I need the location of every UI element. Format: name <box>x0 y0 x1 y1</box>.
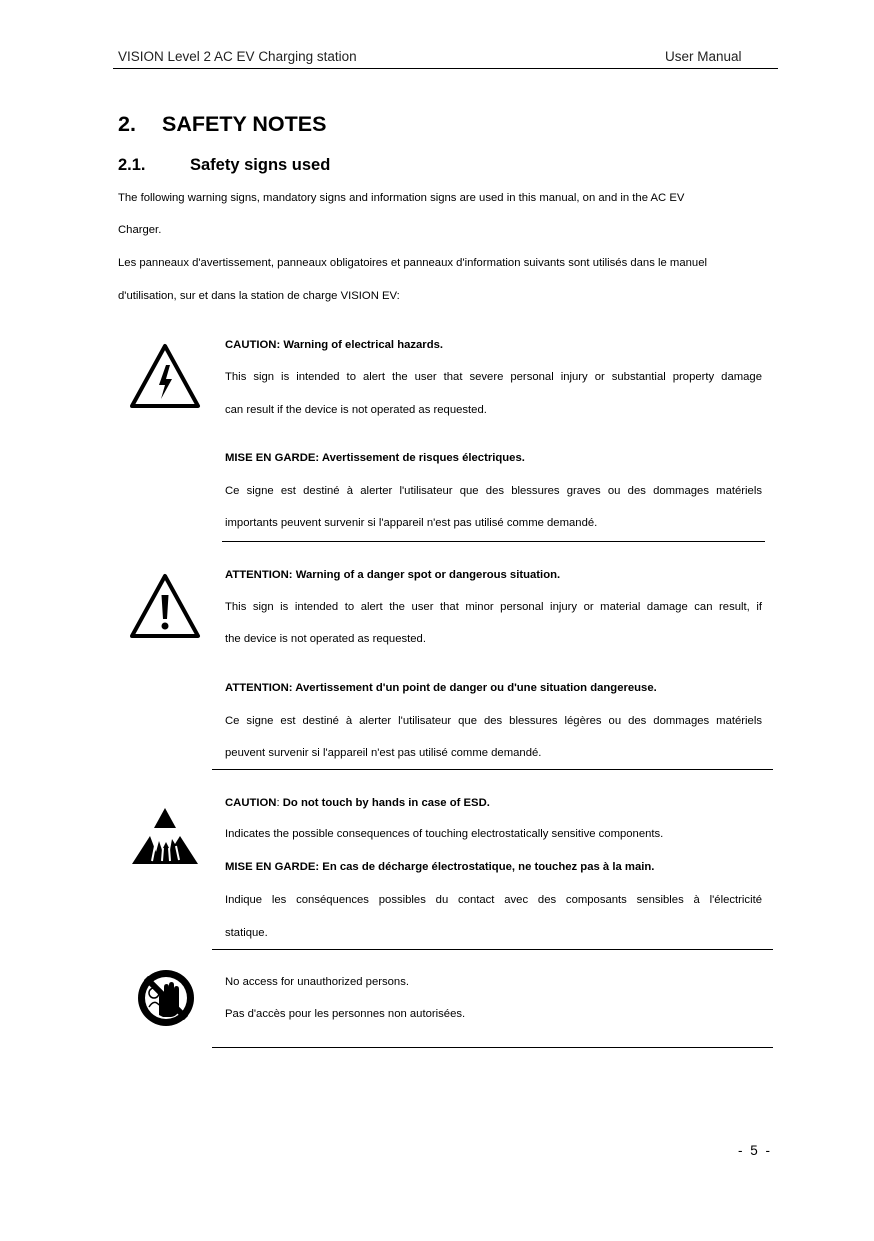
sign1-fr-line2: importants peuvent survenir si l'appareil n'est pas utilisé comme demandé. <box>225 517 598 529</box>
section-heading <box>118 112 326 137</box>
sign3-en-line1: Indicates the possible consequences of touching electrostatically sensitive components. <box>225 828 664 840</box>
intro-fr-line1: Les panneaux d'avertissement, panneaux obligatoires et panneaux d'information suivants sont utilisés dans le manuel <box>118 257 707 269</box>
sign4-divider <box>212 1047 773 1048</box>
subsection-number: 2.1. <box>118 156 146 174</box>
sign2-fr-line2: peuvent survenir si l'appareil n'est pas utilisé comme demandé. <box>225 747 542 759</box>
sign3-fr-line2: statique. <box>225 927 268 939</box>
sign3-en-title-prefix: CAUTION <box>225 797 277 809</box>
sign3-fr-line1: Indique les conséquences possibles du contact avec des composants sensibles à l'électricité <box>225 894 762 906</box>
esd-hand-icon <box>129 806 201 866</box>
no-access-icon <box>135 967 197 1029</box>
header-divider <box>113 68 778 69</box>
sign1-fr-title: MISE EN GARDE: Avertissement de risques électriques. <box>225 452 525 464</box>
subsection-title: Safety signs used <box>190 156 331 174</box>
sign2-en-line2: the device is not operated as requested. <box>225 633 426 645</box>
section-title: SAFETY NOTES <box>162 112 327 136</box>
sign2-fr-title: ATTENTION: Avertissement d'un point de danger ou d'une situation dangereuse. <box>225 682 657 694</box>
intro-en-line2: Charger. <box>118 224 162 236</box>
general-danger-icon <box>129 573 201 639</box>
sign1-en-title: CAUTION: Warning of electrical hazards. <box>225 339 444 351</box>
running-header-title: VISION Level 2 AC EV Charging station <box>118 49 357 64</box>
sign1-en-line1: This sign is intended to alert the user that severe personal injury or substantial property damage <box>225 371 762 383</box>
intro-en-line1: The following warning signs, mandatory signs and information signs are used in this manual, on and in the AC EV <box>118 192 685 204</box>
section-number: 2. <box>118 112 136 136</box>
intro-fr-line2: d'utilisation, sur et dans la station de charge VISION EV: <box>118 290 400 302</box>
electrical-hazard-icon <box>129 343 201 409</box>
sign3-en-title-colon: : <box>276 797 280 809</box>
sign2-fr-line1: Ce signe est destiné à alerter l'utilisateur que des blessures légères ou des dommages matériels <box>225 715 762 727</box>
running-header-doc-type: User Manual <box>665 49 742 64</box>
sign4-en-line1: No access for unauthorized persons. <box>225 976 409 988</box>
sign3-en-title <box>225 797 762 809</box>
sign1-en-line2: can result if the device is not operated as requested. <box>225 404 487 416</box>
sign2-en-title: ATTENTION: Warning of a danger spot or dangerous situation. <box>225 569 561 581</box>
sign4-fr-line1: Pas d'accès pour les personnes non autorisées. <box>225 1008 466 1020</box>
sign3-fr-title: MISE EN GARDE: En cas de décharge électrostatique, ne touchez pas à la main. <box>225 861 655 873</box>
sign1-fr-line1: Ce signe est destiné à alerter l'utilisateur que des blessures graves ou des dommages matériels <box>225 485 762 497</box>
sign3-divider <box>212 949 773 950</box>
sign3-en-title-rest: Do not touch by hands in case of ESD. <box>279 797 490 809</box>
subsection-heading <box>118 156 330 175</box>
sign2-divider <box>212 769 773 770</box>
sign1-divider <box>222 541 765 542</box>
sign2-en-line1: This sign is intended to alert the user that minor personal injury or material damage can result, if <box>225 601 762 613</box>
page-number: - 5 - <box>738 1143 773 1158</box>
